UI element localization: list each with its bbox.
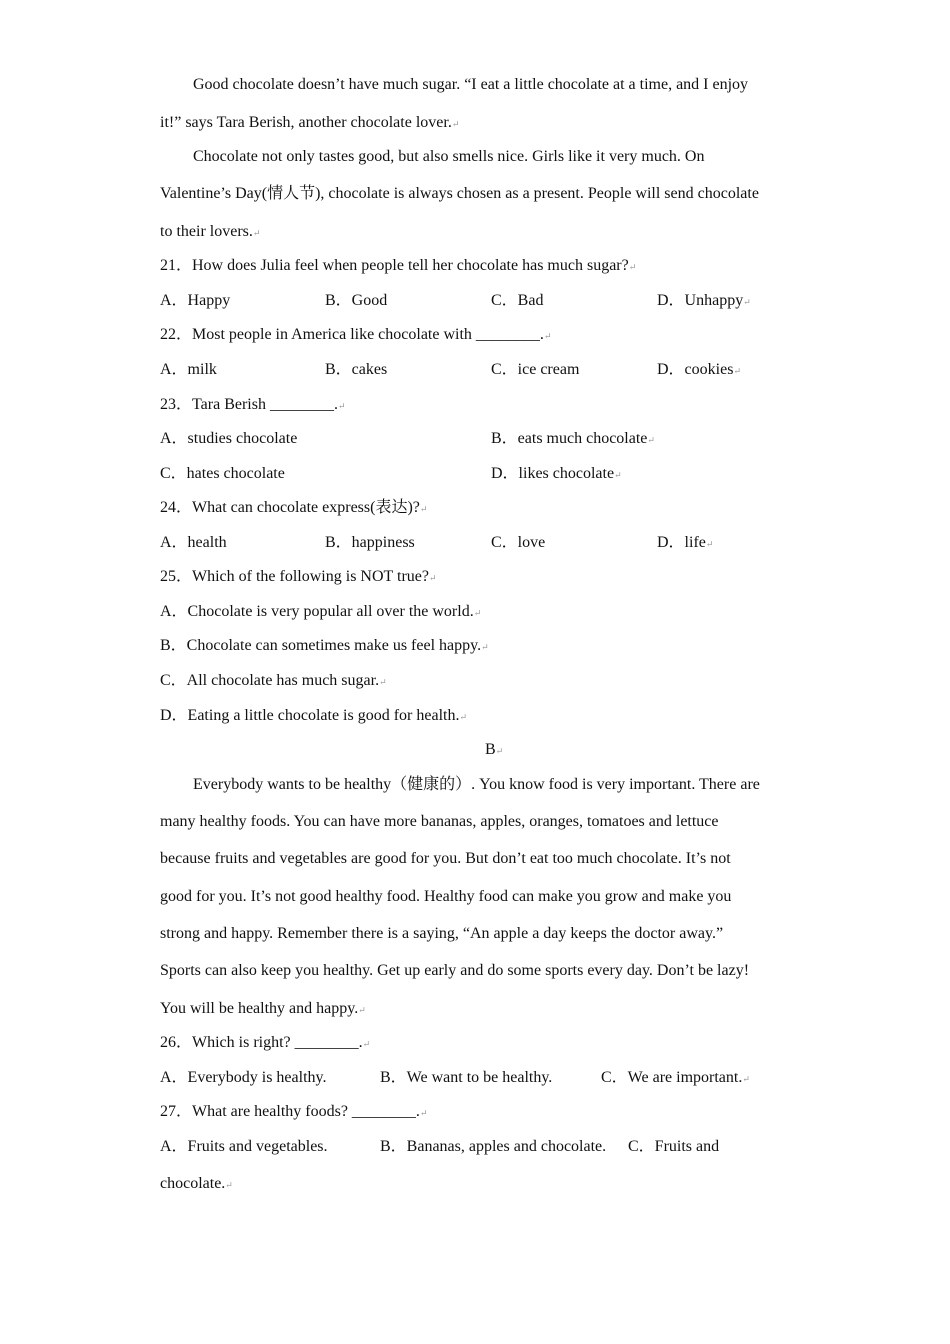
option-b: B．We want to be healthy. [380,1069,553,1086]
option-b: B．Bananas, apples and chocolate. [380,1138,607,1155]
option-a: A．milk [160,361,217,378]
option-c: C．Bad [491,292,544,309]
passage-b-line: strong and happy. Remember there is a saying, “An apple a day keeps the doctor away.” [160,925,724,942]
option-c: C．All chocolate has much sugar.↵ [160,672,387,689]
option-a: A．health [160,534,227,551]
question-stem: 23．Tara Berish ________.↵ [160,396,346,413]
option-d: D．likes chocolate↵ [491,465,622,482]
passage-a-line: Chocolate not only tastes good, but also smells nice. Girls like it very much. On [193,148,705,165]
passage-b-line: because fruits and vegetables are good for you. But don’t eat too much chocolate. It’s not [160,850,731,867]
option-b: B．happiness [325,534,415,551]
option-d: D．Eating a little chocolate is good for health.↵ [160,707,468,724]
option-b: B．cakes [325,361,388,378]
option-c: C．hates chocolate [160,465,285,482]
passage-b-line: You will be healthy and happy.↵ [160,1000,366,1017]
passage-b-line: Sports can also keep you healthy. Get up early and do some sports every day. Don’t be lazy! [160,962,750,979]
passage-b-line: Everybody wants to be healthy（健康的）. You know food is very important. There are [193,776,760,793]
option-d: D．Unhappy↵ [657,292,751,309]
option-c-continued: chocolate.↵ [160,1175,233,1192]
passage-a-line: Good chocolate doesn’t have much sugar. “I eat a little chocolate at a time, and I enjoy [193,76,749,93]
option-b: B．Good [325,292,388,309]
option-a: A．studies chocolate [160,430,298,447]
option-b: B．Chocolate can sometimes make us feel happy.↵ [160,637,489,654]
option-a: A．Fruits and vegetables. [160,1138,328,1155]
option-c: C．ice cream [491,361,580,378]
passage-a-line: to their lovers.↵ [160,223,261,240]
passage-b-line: many healthy foods. You can have more bananas, apples, oranges, tomatoes and lettuce [160,813,719,830]
option-d: D．life↵ [657,534,714,551]
option-b: B．eats much chocolate↵ [491,430,655,447]
option-a: A．Chocolate is very popular all over the world.↵ [160,603,482,620]
question-stem: 24．What can chocolate express(表达)?↵ [160,499,428,516]
option-a: A．Everybody is healthy. [160,1069,327,1086]
question-stem: 21．How does Julia feel when people tell her chocolate has much sugar?↵ [160,257,637,274]
option-d: D．cookies↵ [657,361,741,378]
option-a: A．Happy [160,292,231,309]
option-c: C．love [491,534,546,551]
question-stem: 22．Most people in America like chocolate with ________.↵ [160,326,552,343]
question-stem: 27．What are healthy foods? ________.↵ [160,1103,428,1120]
passage-b-line: good for you. It’s not good healthy food. Healthy food can make you grow and make you [160,888,732,905]
option-c: C．Fruits and [628,1138,720,1155]
passage-a-line: it!” says Tara Berish, another chocolate lover.↵ [160,114,460,131]
question-stem: 25．Which of the following is NOT true?↵ [160,568,437,585]
question-stem: 26．Which is right? ________.↵ [160,1034,371,1051]
option-c: C．We are important.↵ [601,1069,750,1086]
passage-a-line: Valentine’s Day(情人节), chocolate is always chosen as a present. People will send chocolate [160,185,759,202]
section-title: B↵ [485,741,504,758]
